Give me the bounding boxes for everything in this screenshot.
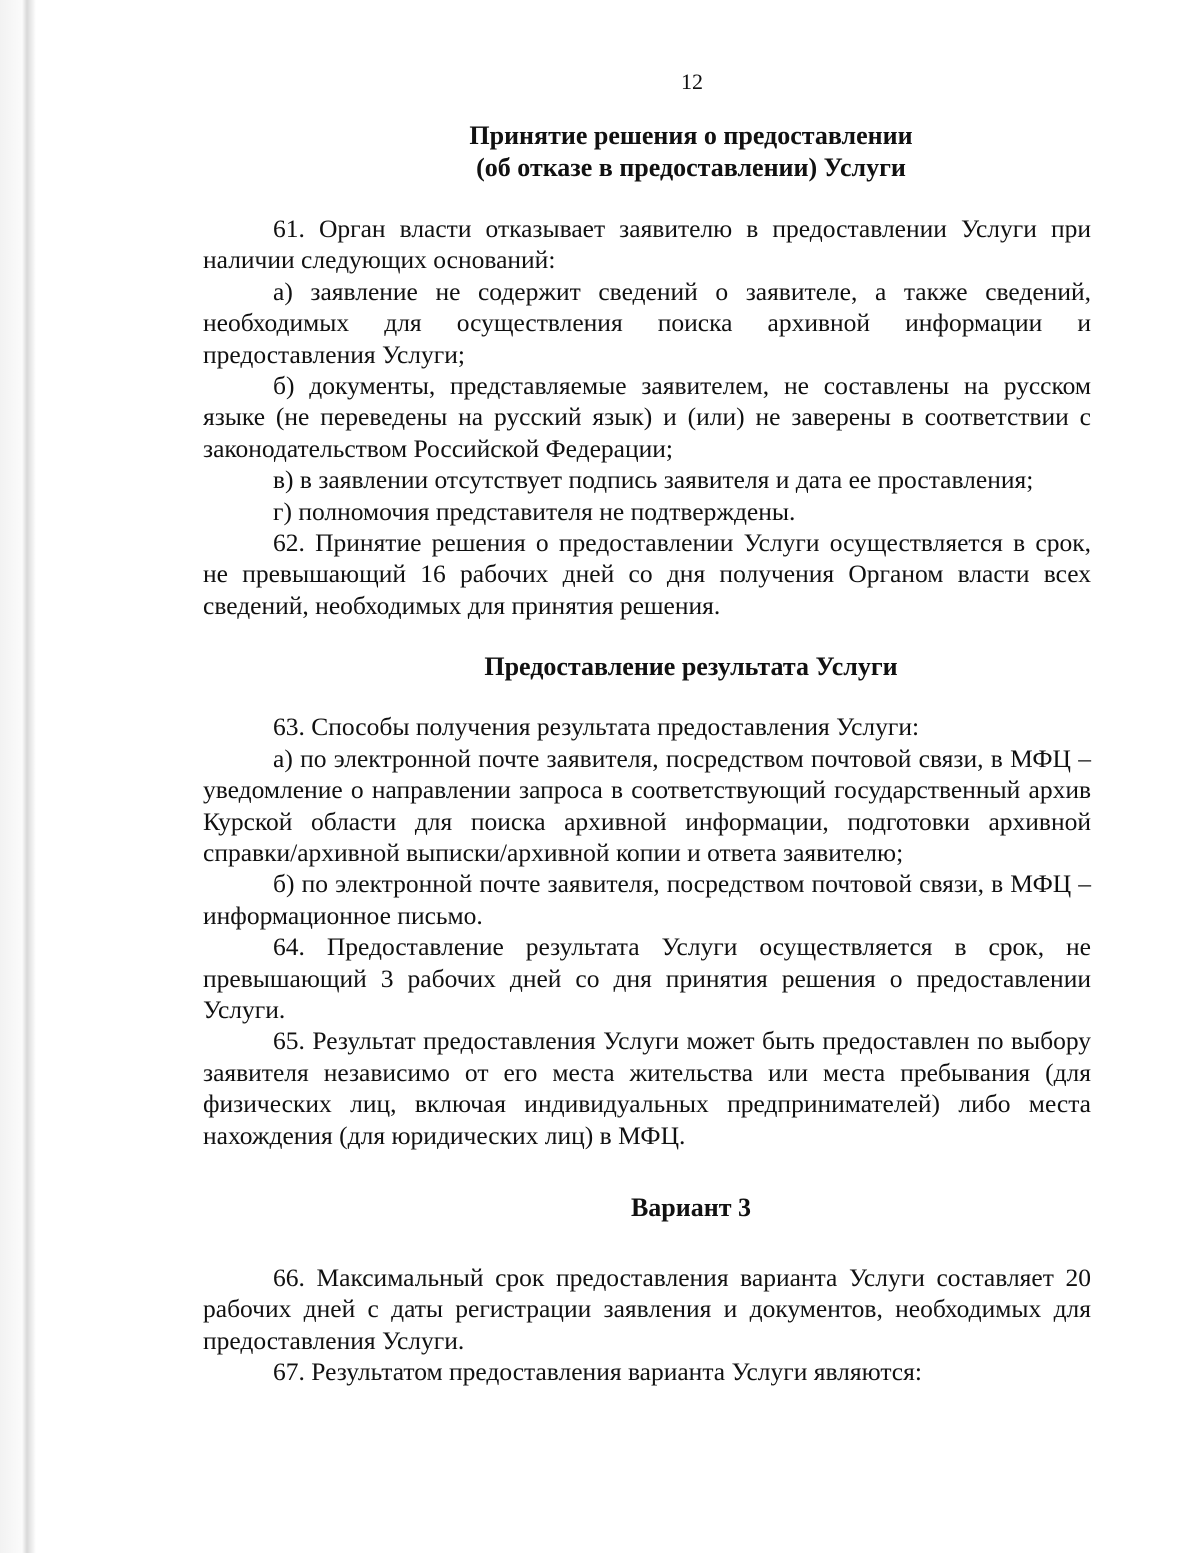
paragraph-61-a: а) заявление не содержит сведений о заявителе, а также сведений, необходимых для осуществления поиска архивной информации и предоставления Услуги; — [203, 276, 1091, 369]
paragraph-63: 63. Способы получения результата предоставления Услуги: — [273, 712, 920, 742]
paragraph-66: 66. Максимальный срок предоставления варианта Услуги составляет 20 рабочих дней с даты регистрации заявления и документов, необходимых для предоставления Услуги. — [203, 1262, 1091, 1355]
paragraph-67: 67. Результатом предоставления варианта Услуги являются: — [273, 1357, 922, 1387]
paragraph-61-g: г) полномочия представителя не подтверждены. — [273, 496, 796, 526]
paragraph-61-v: в) в заявлении отсутствует подпись заявителя и дата ее проставления; — [273, 465, 1034, 495]
scan-left-edge — [0, 0, 40, 1553]
section-heading-decision — [203, 120, 1091, 184]
paragraph-63-a: а) по электронной почте заявителя, посредством почтовой связи, в МФЦ – уведомление о направлении запроса в соответствующий государственный архив Курской области для поиска архивной информации, подготовки архивной справки/архивной выписки/архивной копии и ответа заявителю; — [203, 743, 1091, 867]
document-page — [203, 64, 1091, 1388]
heading-line-1: Принятие решения о предоставлении — [469, 121, 913, 150]
page-number: 12 — [681, 69, 703, 94]
section-heading-result: Предоставление результата Услуги — [484, 652, 898, 682]
paragraph-61-b: б) документы, представляемые заявителем, не составлены на русском языке (не переведены на русский язык) и (или) не заверены в соответствии с законодательством Российской Федерации; — [203, 371, 1091, 463]
paragraph-63-b: б) по электронной почте заявителя, посредством почтовой связи, в МФЦ – информационное письмо. — [203, 869, 1091, 930]
heading-line-2: (об отказе в предоставлении) Услуги — [476, 153, 906, 182]
section-heading-variant-3: Вариант 3 — [630, 1192, 752, 1222]
paragraph-61: 61. Орган власти отказывает заявителю в предоставлении Услуги при наличии следующих оснований: — [203, 214, 1091, 275]
paragraph-64: 64. Предоставление результата Услуги осуществляется в срок, не превышающий 3 рабочих дней со дня принятия решения о предоставлении Услуги. — [203, 932, 1091, 1024]
paragraph-62: 62. Принятие решения о предоставлении Услуги осуществляется в срок, не превышающий 16 рабочих дней со дня получения Органом власти всех сведений, необходимых для принятия решения. — [203, 528, 1091, 620]
paragraph-65: 65. Результат предоставления Услуги может быть предоставлен по выбору заявителя независимо от его места жительства или места пребывания (для физических лиц, включая индивидуальных предпринимателей) либо места нахождения (для юридических лиц) в МФЦ. — [203, 1026, 1091, 1150]
